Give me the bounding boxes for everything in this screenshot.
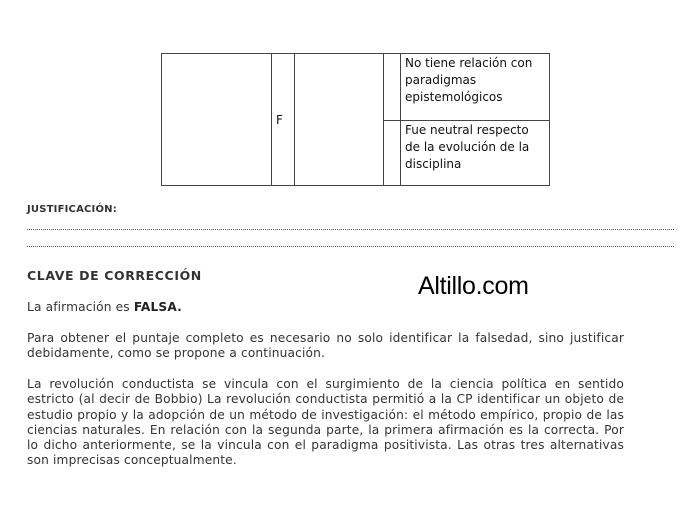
table-cell-empty (162, 54, 272, 186)
correction-paragraph: Para obtener el puntaje completo es necesario no solo identificar la falsedad, sino justificar debidamente, como se propone a continuación. (27, 331, 624, 361)
justification-label: JUSTIFICACIÓN: (27, 204, 117, 215)
option-text: No tiene relación con paradigmas epistemológicos (401, 54, 550, 121)
answer-mark: F (276, 112, 283, 127)
correction-title: CLAVE DE CORRECCIÓN (27, 268, 202, 283)
answer-table (161, 53, 550, 186)
table-cell-checkbox (384, 54, 401, 121)
statement-value: FALSA. (133, 300, 182, 314)
justification-line (27, 246, 674, 247)
statement-prefix: La afirmación es (27, 300, 130, 314)
correction-statement (27, 300, 624, 315)
correction-paragraph: La revolución conductista se vincula con el surgimiento de la ciencia política en sentido estricto (al decir de Bobbio) La revolución conductista permitió a la CP identificar un objeto de estudio propio y la adopción de un método de investigación: el método empírico, propio de las ciencias naturales. En relación con la segunda parte, la primera afirmación es la correcta. Por lo dicho anteriormente, se la vincula con el paradigma positivista. Las otras tres alternativas son imprecisas conceptualmente. (27, 377, 624, 468)
table-row (162, 54, 550, 121)
justification-line (27, 229, 674, 230)
option-text: Fue neutral respecto de la evolución de la disciplina (401, 121, 550, 186)
table-cell-checkbox (384, 121, 401, 186)
answer-mark-cell (272, 54, 295, 186)
table-cell-empty (295, 54, 384, 186)
watermark: Altillo.com (418, 272, 529, 300)
